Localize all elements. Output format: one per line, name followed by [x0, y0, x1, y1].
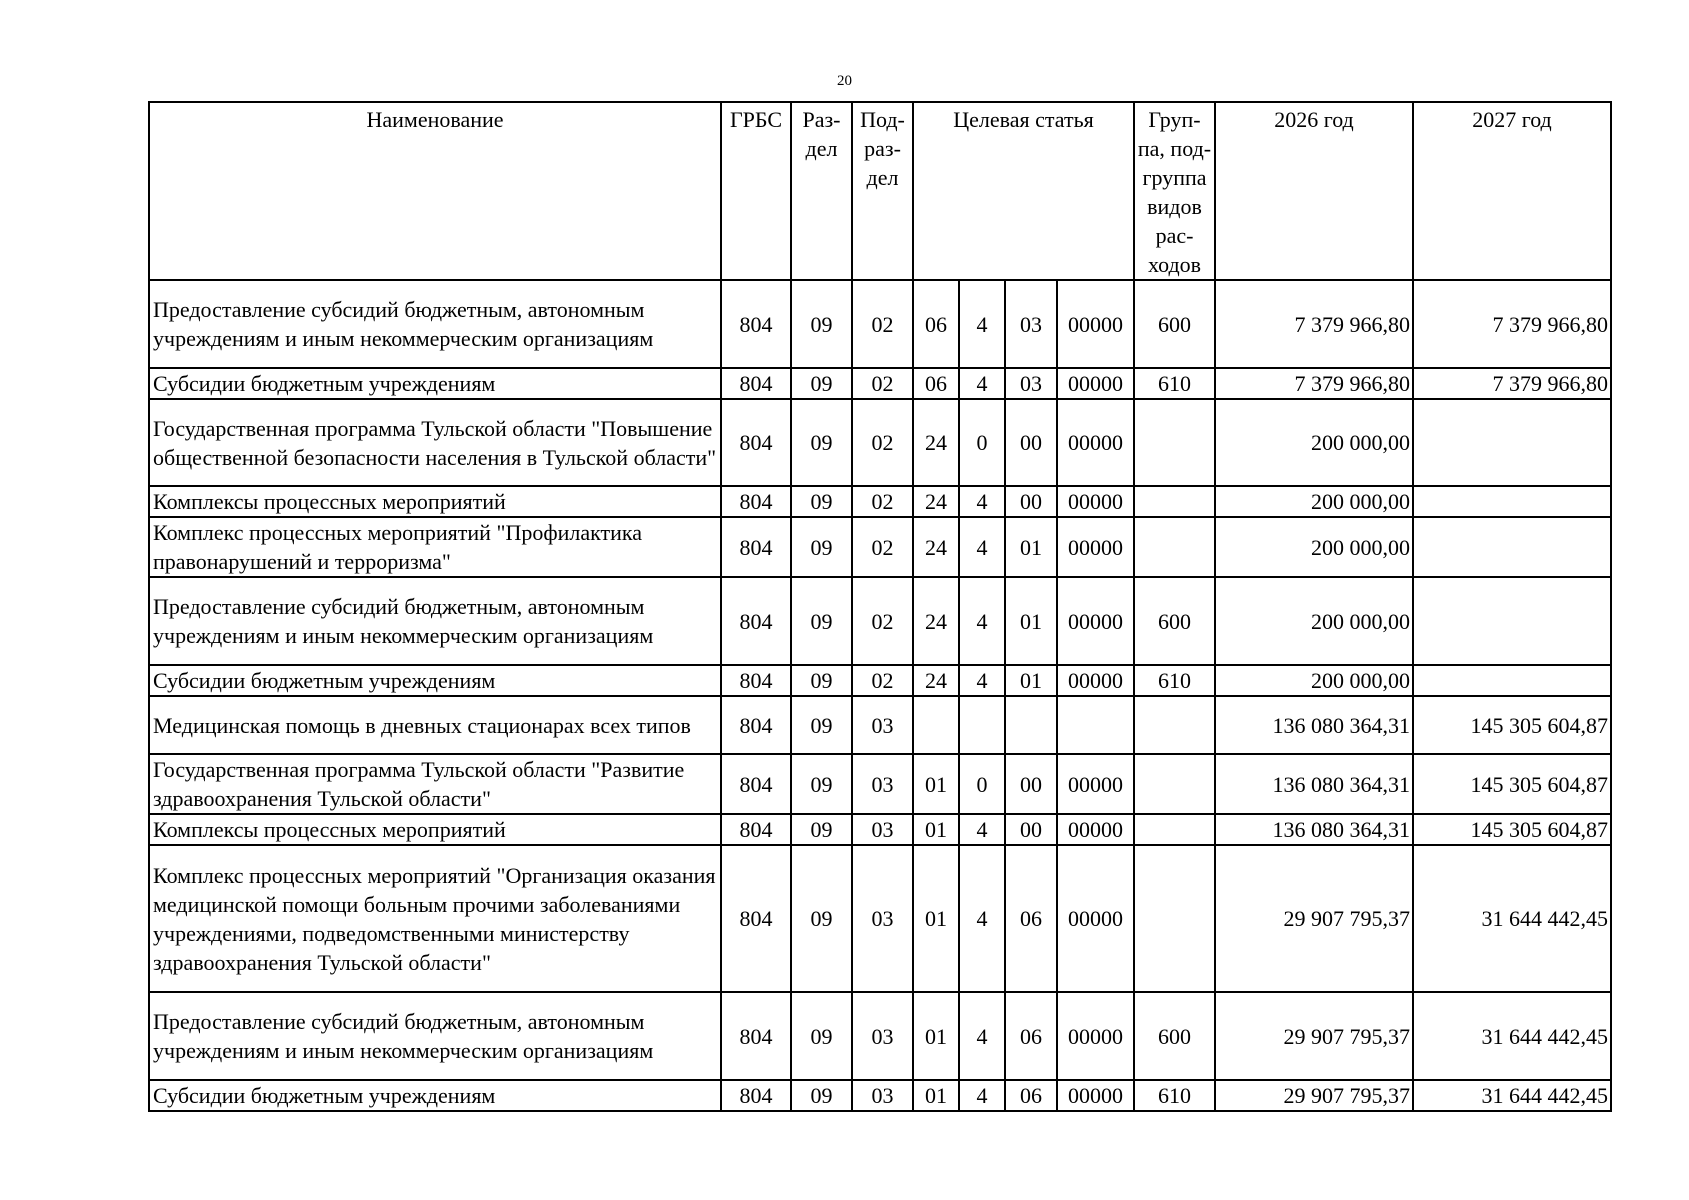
row-grbs: 804 — [721, 696, 791, 754]
row-expense-group: 610 — [1134, 665, 1215, 696]
row-target-type: 0 — [959, 754, 1005, 814]
table-row — [149, 368, 1611, 399]
row-target-program — [913, 696, 959, 754]
row-target-direction: 00000 — [1057, 280, 1134, 368]
row-target-program: 24 — [913, 577, 959, 665]
row-expense-group — [1134, 399, 1215, 486]
row-amount-2027: 7 379 966,80 — [1413, 368, 1611, 399]
row-target-subprogram: 06 — [1005, 992, 1057, 1080]
row-amount-2027: 31 644 442,45 — [1413, 1080, 1611, 1111]
row-razdel: 09 — [791, 665, 852, 696]
header-podrazdel: Под- раз- дел — [852, 102, 913, 280]
row-target-subprogram: 01 — [1005, 665, 1057, 696]
row-amount-2027: 7 379 966,80 — [1413, 280, 1611, 368]
row-target-program: 01 — [913, 1080, 959, 1111]
table-row — [149, 814, 1611, 845]
row-target-program: 24 — [913, 399, 959, 486]
row-target-type: 4 — [959, 280, 1005, 368]
row-target-subprogram: 01 — [1005, 517, 1057, 577]
row-razdel: 09 — [791, 992, 852, 1080]
row-grbs: 804 — [721, 280, 791, 368]
row-amount-2027 — [1413, 486, 1611, 517]
table-row — [149, 754, 1611, 814]
row-podrazdel: 02 — [852, 486, 913, 517]
row-target-subprogram: 06 — [1005, 845, 1057, 992]
row-grbs: 804 — [721, 814, 791, 845]
table-row — [149, 665, 1611, 696]
row-expense-group — [1134, 517, 1215, 577]
row-target-direction: 00000 — [1057, 814, 1134, 845]
row-expense-group: 610 — [1134, 1080, 1215, 1111]
table-row — [149, 577, 1611, 665]
row-amount-2026: 136 080 364,31 — [1215, 696, 1413, 754]
row-target-subprogram: 00 — [1005, 814, 1057, 845]
row-amount-2026: 7 379 966,80 — [1215, 280, 1413, 368]
row-expense-group: 600 — [1134, 992, 1215, 1080]
row-podrazdel: 03 — [852, 814, 913, 845]
row-amount-2027 — [1413, 665, 1611, 696]
row-target-type: 4 — [959, 368, 1005, 399]
row-name: Медицинская помощь в дневных стационарах всех типов — [149, 696, 721, 754]
row-razdel: 09 — [791, 845, 852, 992]
row-amount-2027: 145 305 604,87 — [1413, 696, 1611, 754]
row-grbs: 804 — [721, 368, 791, 399]
row-expense-group — [1134, 696, 1215, 754]
row-target-type: 4 — [959, 1080, 1005, 1111]
row-target-subprogram — [1005, 696, 1057, 754]
row-target-program: 01 — [913, 814, 959, 845]
row-podrazdel: 02 — [852, 368, 913, 399]
header-expense-group: Груп- па, под- группа видов рас- ходов — [1134, 102, 1215, 280]
row-target-type: 4 — [959, 665, 1005, 696]
row-target-direction: 00000 — [1057, 1080, 1134, 1111]
row-razdel: 09 — [791, 368, 852, 399]
row-amount-2026: 29 907 795,37 — [1215, 992, 1413, 1080]
table-row — [149, 486, 1611, 517]
row-target-program: 06 — [913, 368, 959, 399]
header-name: Наименование — [149, 102, 721, 280]
row-amount-2026: 7 379 966,80 — [1215, 368, 1413, 399]
row-name: Субсидии бюджетным учреждениям — [149, 665, 721, 696]
header-2027: 2027 год — [1413, 102, 1611, 280]
header-grbs: ГРБС — [721, 102, 791, 280]
row-target-type: 4 — [959, 992, 1005, 1080]
table-row — [149, 696, 1611, 754]
table-row — [149, 992, 1611, 1080]
row-target-direction: 00000 — [1057, 577, 1134, 665]
table-row — [149, 517, 1611, 577]
row-target-type: 4 — [959, 577, 1005, 665]
row-name: Предоставление субсидий бюджетным, автономным учреждениям и иным некоммерческим организациям — [149, 992, 721, 1080]
row-target-program: 01 — [913, 992, 959, 1080]
row-amount-2027: 145 305 604,87 — [1413, 814, 1611, 845]
row-target-program: 01 — [913, 845, 959, 992]
row-expense-group: 600 — [1134, 280, 1215, 368]
row-target-direction: 00000 — [1057, 754, 1134, 814]
row-target-subprogram: 01 — [1005, 577, 1057, 665]
row-name: Субсидии бюджетным учреждениям — [149, 368, 721, 399]
row-target-type: 4 — [959, 486, 1005, 517]
row-target-subprogram: 03 — [1005, 280, 1057, 368]
row-target-direction: 00000 — [1057, 665, 1134, 696]
row-podrazdel: 02 — [852, 399, 913, 486]
row-podrazdel: 03 — [852, 1080, 913, 1111]
header-target-article: Целевая статья — [913, 102, 1134, 280]
row-grbs: 804 — [721, 399, 791, 486]
row-target-direction: 00000 — [1057, 368, 1134, 399]
row-amount-2026: 29 907 795,37 — [1215, 1080, 1413, 1111]
row-amount-2026: 200 000,00 — [1215, 486, 1413, 517]
row-grbs: 804 — [721, 665, 791, 696]
row-amount-2026: 200 000,00 — [1215, 577, 1413, 665]
row-podrazdel: 03 — [852, 696, 913, 754]
row-razdel: 09 — [791, 399, 852, 486]
row-target-subprogram: 06 — [1005, 1080, 1057, 1111]
row-name: Предоставление субсидий бюджетным, автономным учреждениям и иным некоммерческим организациям — [149, 577, 721, 665]
table-row — [149, 399, 1611, 486]
row-razdel: 09 — [791, 814, 852, 845]
row-razdel: 09 — [791, 486, 852, 517]
row-target-type: 4 — [959, 814, 1005, 845]
row-name: Субсидии бюджетным учреждениям — [149, 1080, 721, 1111]
row-amount-2027 — [1413, 399, 1611, 486]
row-target-program: 24 — [913, 486, 959, 517]
row-razdel: 09 — [791, 280, 852, 368]
row-amount-2027 — [1413, 577, 1611, 665]
row-amount-2027 — [1413, 517, 1611, 577]
row-name: Государственная программа Тульской области "Повышение общественной безопасности населения в Тульской области" — [149, 399, 721, 486]
header-razdel: Раз- дел — [791, 102, 852, 280]
row-target-direction: 00000 — [1057, 992, 1134, 1080]
row-name: Комплекс процессных мероприятий "Организация оказания медицинской помощи больным прочими заболеваниями учреждениями, подведомственными министерству здравоохранения Тульской области" — [149, 845, 721, 992]
row-target-direction: 00000 — [1057, 399, 1134, 486]
row-amount-2027: 31 644 442,45 — [1413, 845, 1611, 992]
page-number: 20 — [837, 73, 852, 89]
row-grbs: 804 — [721, 992, 791, 1080]
budget-table — [148, 101, 1612, 1112]
row-target-program: 06 — [913, 280, 959, 368]
row-amount-2026: 200 000,00 — [1215, 665, 1413, 696]
row-podrazdel: 03 — [852, 845, 913, 992]
row-podrazdel: 02 — [852, 280, 913, 368]
row-target-program: 24 — [913, 517, 959, 577]
row-target-type: 4 — [959, 517, 1005, 577]
row-grbs: 804 — [721, 1080, 791, 1111]
row-expense-group: 610 — [1134, 368, 1215, 399]
row-grbs: 804 — [721, 577, 791, 665]
row-target-subprogram: 00 — [1005, 399, 1057, 486]
row-razdel: 09 — [791, 696, 852, 754]
row-amount-2026: 29 907 795,37 — [1215, 845, 1413, 992]
row-name: Государственная программа Тульской области "Развитие здравоохранения Тульской области" — [149, 754, 721, 814]
row-expense-group — [1134, 845, 1215, 992]
row-podrazdel: 03 — [852, 754, 913, 814]
row-razdel: 09 — [791, 577, 852, 665]
row-target-program: 01 — [913, 754, 959, 814]
row-target-direction — [1057, 696, 1134, 754]
row-amount-2027: 31 644 442,45 — [1413, 992, 1611, 1080]
row-razdel: 09 — [791, 517, 852, 577]
row-amount-2026: 200 000,00 — [1215, 517, 1413, 577]
row-expense-group — [1134, 754, 1215, 814]
row-expense-group: 600 — [1134, 577, 1215, 665]
row-name: Предоставление субсидий бюджетным, автономным учреждениям и иным некоммерческим организациям — [149, 280, 721, 368]
row-target-direction: 00000 — [1057, 845, 1134, 992]
row-podrazdel: 02 — [852, 665, 913, 696]
row-grbs: 804 — [721, 754, 791, 814]
row-target-subprogram: 00 — [1005, 486, 1057, 517]
row-name: Комплекс процессных мероприятий "Профилактика правонарушений и терроризма" — [149, 517, 721, 577]
row-expense-group — [1134, 486, 1215, 517]
row-amount-2026: 136 080 364,31 — [1215, 814, 1413, 845]
row-amount-2026: 136 080 364,31 — [1215, 754, 1413, 814]
table-row — [149, 845, 1611, 992]
table-row — [149, 280, 1611, 368]
row-target-program: 24 — [913, 665, 959, 696]
row-grbs: 804 — [721, 486, 791, 517]
row-target-direction: 00000 — [1057, 517, 1134, 577]
row-podrazdel: 02 — [852, 577, 913, 665]
row-target-subprogram: 00 — [1005, 754, 1057, 814]
row-target-type — [959, 696, 1005, 754]
row-podrazdel: 03 — [852, 992, 913, 1080]
row-name: Комплексы процессных мероприятий — [149, 814, 721, 845]
header-2026: 2026 год — [1215, 102, 1413, 280]
row-amount-2026: 200 000,00 — [1215, 399, 1413, 486]
row-grbs: 804 — [721, 845, 791, 992]
row-amount-2027: 145 305 604,87 — [1413, 754, 1611, 814]
table-row — [149, 1080, 1611, 1111]
row-target-type: 0 — [959, 399, 1005, 486]
row-grbs: 804 — [721, 517, 791, 577]
row-razdel: 09 — [791, 1080, 852, 1111]
row-target-type: 4 — [959, 845, 1005, 992]
row-target-subprogram: 03 — [1005, 368, 1057, 399]
row-name: Комплексы процессных мероприятий — [149, 486, 721, 517]
row-razdel: 09 — [791, 754, 852, 814]
header-row — [149, 102, 1611, 280]
row-expense-group — [1134, 814, 1215, 845]
row-target-direction: 00000 — [1057, 486, 1134, 517]
row-podrazdel: 02 — [852, 517, 913, 577]
